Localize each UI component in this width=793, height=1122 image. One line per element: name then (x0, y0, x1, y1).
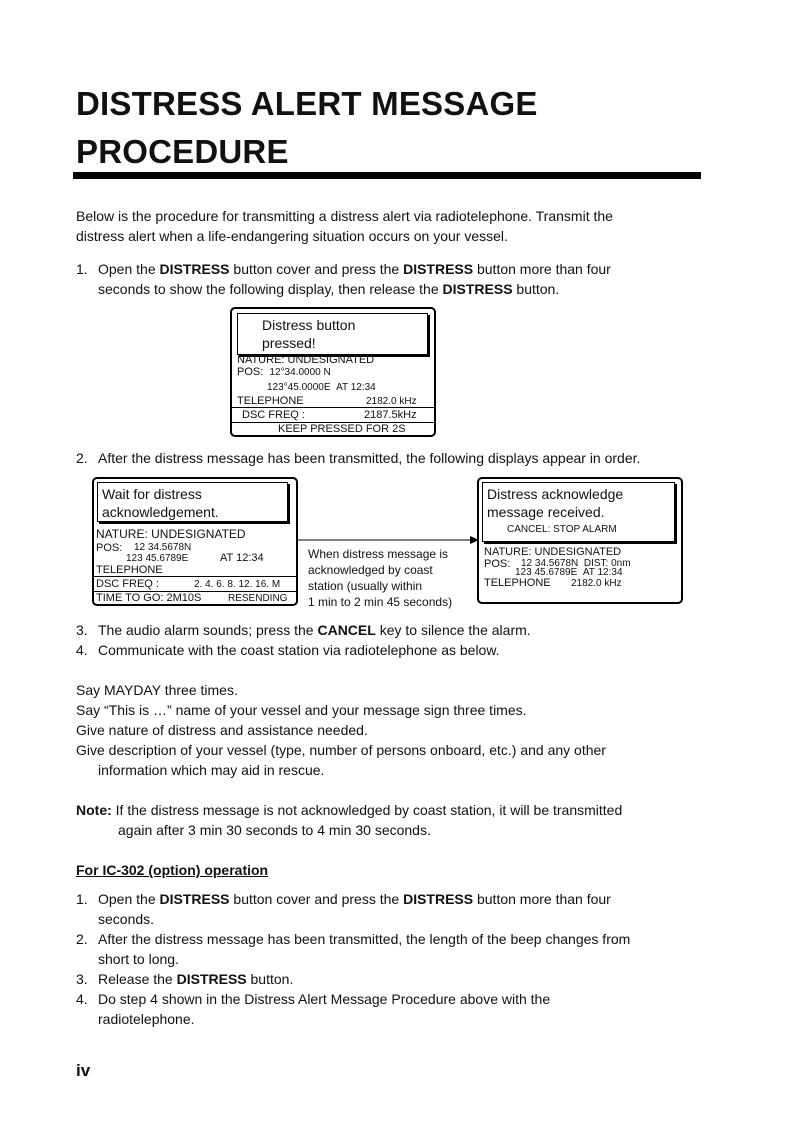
radiotelephone-script: Say MAYDAY three times. Say “This is …” name of your vessel and your message sign three times. Give nature of distress and assistance needed. Give description of your vessel (type, number of persons onboard, etc.) and any other information which may aid in rescue. (76, 682, 606, 778)
dsc-freq-label: DSC FREQ : (242, 409, 305, 421)
nature-text: NATURE: UNDESIGNATED (96, 527, 246, 541)
time-to-go: TIME TO GO: 2M10S (96, 592, 202, 604)
longitude: 123 45.6789E (515, 567, 578, 578)
title-line-2: PROCEDURE (76, 133, 289, 170)
step-1: 1. Open the DISTRESS button cover and press the DISTRESS button more than four seconds to show the following display, then release the DISTRESS button. (76, 261, 611, 297)
distress-pressed-message: Distress button pressed! (237, 313, 428, 355)
dsc-freq-value: 2187.5kHz (364, 409, 417, 421)
resending-status: RESENDING (228, 593, 288, 604)
telephone-freq: 2182.0 kHz (571, 578, 622, 589)
time: AT 12:34 (336, 382, 376, 393)
steps-3-4 (76, 620, 531, 660)
step-2: 2. After the distress message has been transmitted, the following displays appear in order. (76, 450, 641, 466)
divider (232, 407, 434, 408)
distress-pressed-display: Distress button pressed! NATURE: UNDESIGNATED POS: 12°34.0000 N 123°45.0000E AT 12:34 TELEPHONE 2182.0 kHz DSC FREQ : 2187.5kHz KEEP PRESSED FOR 2S (230, 307, 436, 437)
longitude: 123°45.0000E (267, 382, 331, 393)
nature-text: NATURE: UNDESIGNATED (484, 546, 622, 558)
telephone-label: TELEPHONE (237, 395, 304, 407)
page-number: iv (76, 1061, 91, 1080)
ack-received-display: Distress acknowledge message received. CANCEL: STOP ALARM NATURE: UNDESIGNATED POS: 12 34.5678N DIST: 0nm 123 45.6789E AT 12:34 TELEPHONE 2182.0 kHz (477, 477, 683, 604)
nature-text: NATURE: UNDESIGNATED (237, 354, 375, 366)
longitude: 123 45.6789E (126, 553, 189, 564)
dsc-freq-label: DSC FREQ : (96, 578, 159, 590)
latitude: 12 34.5678N (521, 558, 579, 569)
ic302-heading: For IC-302 (option) operation (76, 862, 269, 878)
telephone-label: TELEPHONE (484, 577, 551, 589)
keep-pressed-text: KEEP PRESSED FOR 2S (278, 423, 406, 435)
note: Note: If the distress message is not acknowledged by coast station, it will be transmitted again after 3 min 30 seconds to 4 min 30 seconds. (76, 802, 623, 838)
cancel-stop-alarm: CANCEL: STOP ALARM (507, 524, 617, 535)
divider (94, 576, 296, 577)
dsc-freq-value: 2. 4. 6. 8. 12. 16. M (194, 579, 281, 590)
arrow-note: When distress message is acknowledged by coast station (usually within 1 min to 2 min 45 seconds) (308, 547, 453, 609)
intro-paragraph: Below is the procedure for transmitting a distress alert via radiotelephone. Transmit the distress alert when a life-endangering situation occurs on your vessel. (76, 208, 613, 244)
page-title (76, 80, 538, 176)
transition-arrow (298, 535, 480, 545)
title-rule (73, 172, 701, 179)
step-3: 3. The audio alarm sounds; press the CANCEL key to silence the alarm. (76, 622, 531, 638)
wait-ack-display: Wait for distress acknowledgement. NATURE: UNDESIGNATED POS: 12 34.5678N 123 45.6789E AT 12:34 TELEPHONE DSC FREQ : 2. 4. 6. 8. 12. 16. M TIME TO GO: 2M10S RESENDING (92, 477, 298, 606)
telephone-label: TELEPHONE (96, 564, 163, 576)
title-line-1: DISTRESS ALERT MESSAGE (76, 85, 538, 122)
latitude: 12 34.5678N (134, 542, 192, 553)
telephone-freq: 2182.0 kHz (366, 396, 417, 407)
note-label: Note: (76, 802, 112, 818)
wait-ack-message: Wait for distress acknowledgement. (97, 482, 288, 522)
distance: DIST: 0nm (583, 558, 631, 569)
step-4: 4. Communicate with the coast station via radiotelephone as below. (76, 642, 500, 658)
latitude: 12°34.0000 N (269, 367, 331, 378)
time: AT 12:34 (220, 552, 264, 564)
ic302-steps: 1. Open the DISTRESS button cover and press the DISTRESS button more than four seconds. 2. After the distress message has been transmitted, the length of the beep changes from short to long. 3. Release the DISTRESS button. 4. Do step 4 shown in the Distress Alert Message Procedure above with the radiotelephone. (76, 891, 631, 1027)
time: AT 12:34 (582, 567, 623, 578)
ack-received-message: Distress acknowledge message received. CANCEL: STOP ALARM (482, 482, 675, 542)
